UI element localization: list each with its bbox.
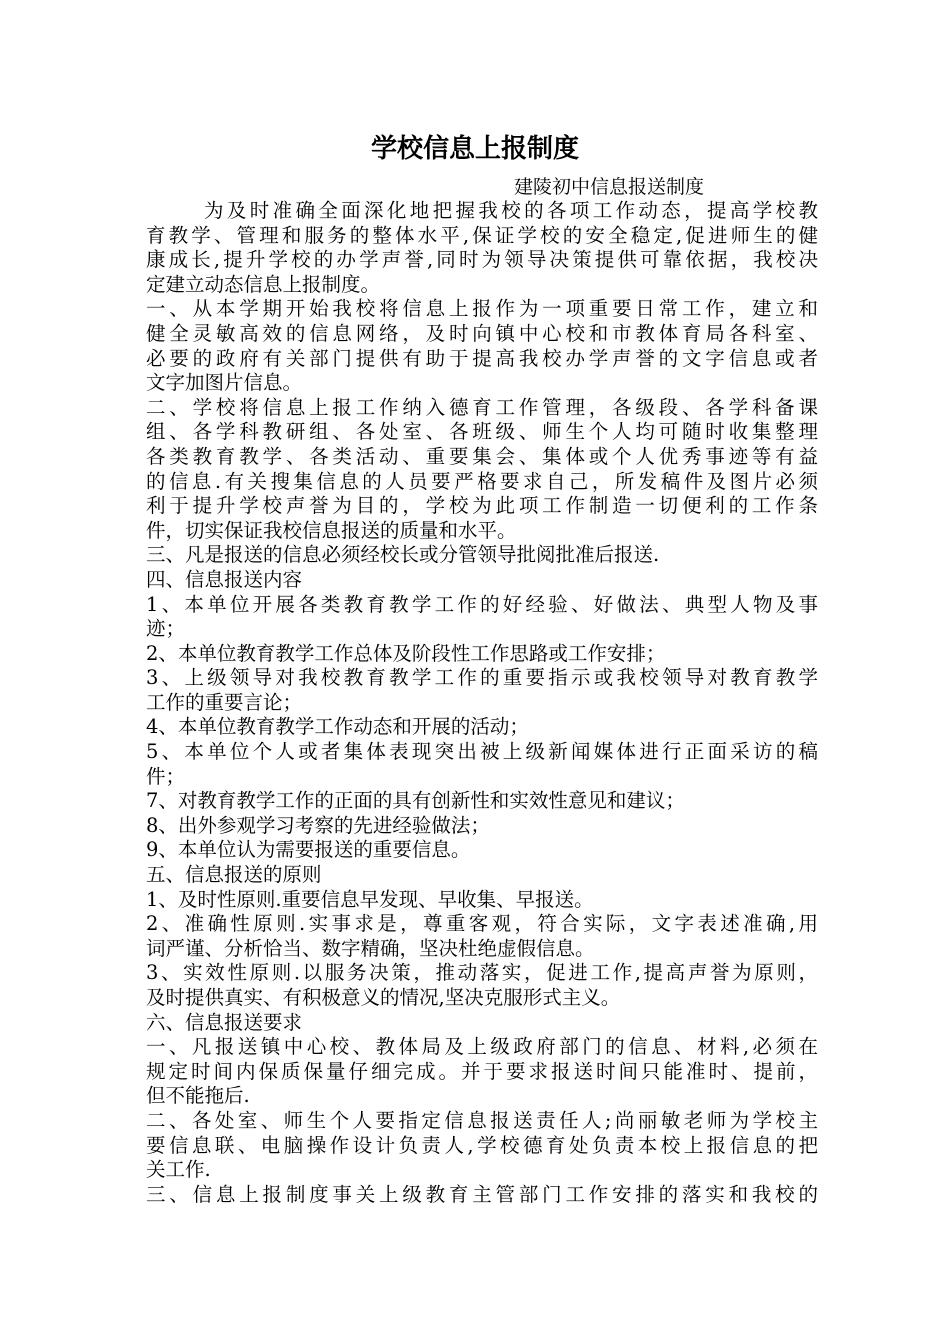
- text-line: 三、信息上报制度事关上级教育主管部门工作安排的落实和我校的: [146, 1182, 818, 1206]
- text-line: 各类教育教学、各类活动、重要集会、集体或个人优秀事迹等有益: [146, 444, 818, 468]
- text-line: 件；: [146, 764, 186, 788]
- text-line: 一、从本学期开始我校将信息上报作为一项重要日常工作，建立和: [146, 297, 818, 321]
- text-line: 迹；: [146, 617, 186, 641]
- text-line: 组、各学科教研组、各处室、各班级、师生个人均可随时收集整理: [146, 420, 818, 444]
- text-line: 工作的重要言论；: [146, 690, 303, 714]
- text-line: 健全灵敏高效的信息网络，及时向镇中心校和市教体育局各科室、: [146, 321, 818, 345]
- text-line: 三、凡是报送的信息必须经校长或分管领导批阅批准后报送.: [146, 543, 660, 567]
- text-line: 文字加图片信息。: [146, 371, 303, 395]
- text-line: 1、本单位开展各类教育教学工作的好经验、好做法、典型人物及事: [146, 592, 818, 616]
- text-line: 1、及时性原则.重要信息早发现、早收集、早报送。: [146, 887, 594, 911]
- text-line: 六、信息报送要求: [146, 1010, 303, 1034]
- document-title: 学校信息上报制度: [370, 134, 579, 164]
- text-line: 五、信息报送的原则: [146, 863, 322, 887]
- text-line: 3、上级领导对我校教育教学工作的重要指示或我校领导对教育教学: [146, 666, 818, 690]
- text-line: 二、学校将信息上报工作纳入德育工作管理，各级段、各学科备课: [146, 395, 818, 419]
- text-line: 定建立动态信息上报制度。: [146, 272, 381, 296]
- text-line: 2、准确性原则.实事求是，尊重客观，符合实际，文字表述准确,用: [146, 912, 818, 936]
- document-body: [146, 199, 818, 1207]
- text-line: 为及时准确全面深化地把握我校的各项工作动态，提高学校教: [204, 199, 818, 222]
- text-line: 词严谨、分析恰当、数字精确，坚决杜绝虚假信息。: [146, 936, 595, 960]
- text-line: 必要的政府有关部门提供有助于提高我校办学声誉的文字信息或者: [146, 346, 818, 370]
- text-line: 康成长,提升学校的办学声誉,同时为领导决策提供可靠依据，我校决: [146, 248, 818, 272]
- text-line: 育教学、管理和服务的整体水平,保证学校的安全稳定,促进师生的健: [146, 223, 818, 247]
- text-line: 关工作.: [146, 1158, 211, 1182]
- text-line: 但不能拖后.: [146, 1084, 250, 1108]
- text-line: 利于提升学校声誉为目的，学校为此项工作制造一切便利的工作条: [146, 494, 818, 518]
- text-line: 及时提供真实、有积极意义的情况,坚决克服形式主义。: [146, 986, 621, 1009]
- text-line: 的信息.有关搜集信息的人员要严格要求自己，所发稿件及图片必须: [146, 469, 818, 493]
- text-line: 9、本单位认为需要报送的重要信息。: [146, 838, 471, 862]
- text-line: 要信息联、电脑操作设计负责人,学校德育处负责本校上报信息的把: [146, 1133, 818, 1157]
- text-line: 四、信息报送内容: [146, 567, 303, 591]
- text-line: 5、本单位个人或者集体表现突出被上级新闻媒体进行正面采访的稿: [146, 740, 818, 764]
- text-line: 二、各处室、师生个人要指定信息报送责任人;尚丽敏老师为学校主: [146, 1108, 818, 1132]
- text-line: 2、本单位教育教学工作总体及阶段性工作思路或工作安排；: [146, 641, 666, 665]
- text-line: 8、出外参观学习考察的先进经验做法；: [146, 813, 490, 837]
- text-line: 7、对教育教学工作的正面的具有创新性和实效性意见和建议；: [146, 789, 685, 813]
- text-line: 4、本单位教育教学工作动态和开展的活动；: [146, 715, 529, 739]
- text-line: 一、凡报送镇中心校、教体局及上级政府部门的信息、材料,必须在: [146, 1035, 818, 1059]
- document-subtitle: 建陵初中信息报送制度: [514, 176, 705, 198]
- text-line: 规定时间内保质保量仔细完成。并于要求报送时间只能准时、提前，: [146, 1059, 818, 1083]
- text-line: 件，切实保证我校信息报送的质量和水平。: [146, 518, 517, 542]
- text-line: 3、实效性原则.以服务决策，推动落实，促进工作,提高声誉为原则，: [146, 961, 818, 985]
